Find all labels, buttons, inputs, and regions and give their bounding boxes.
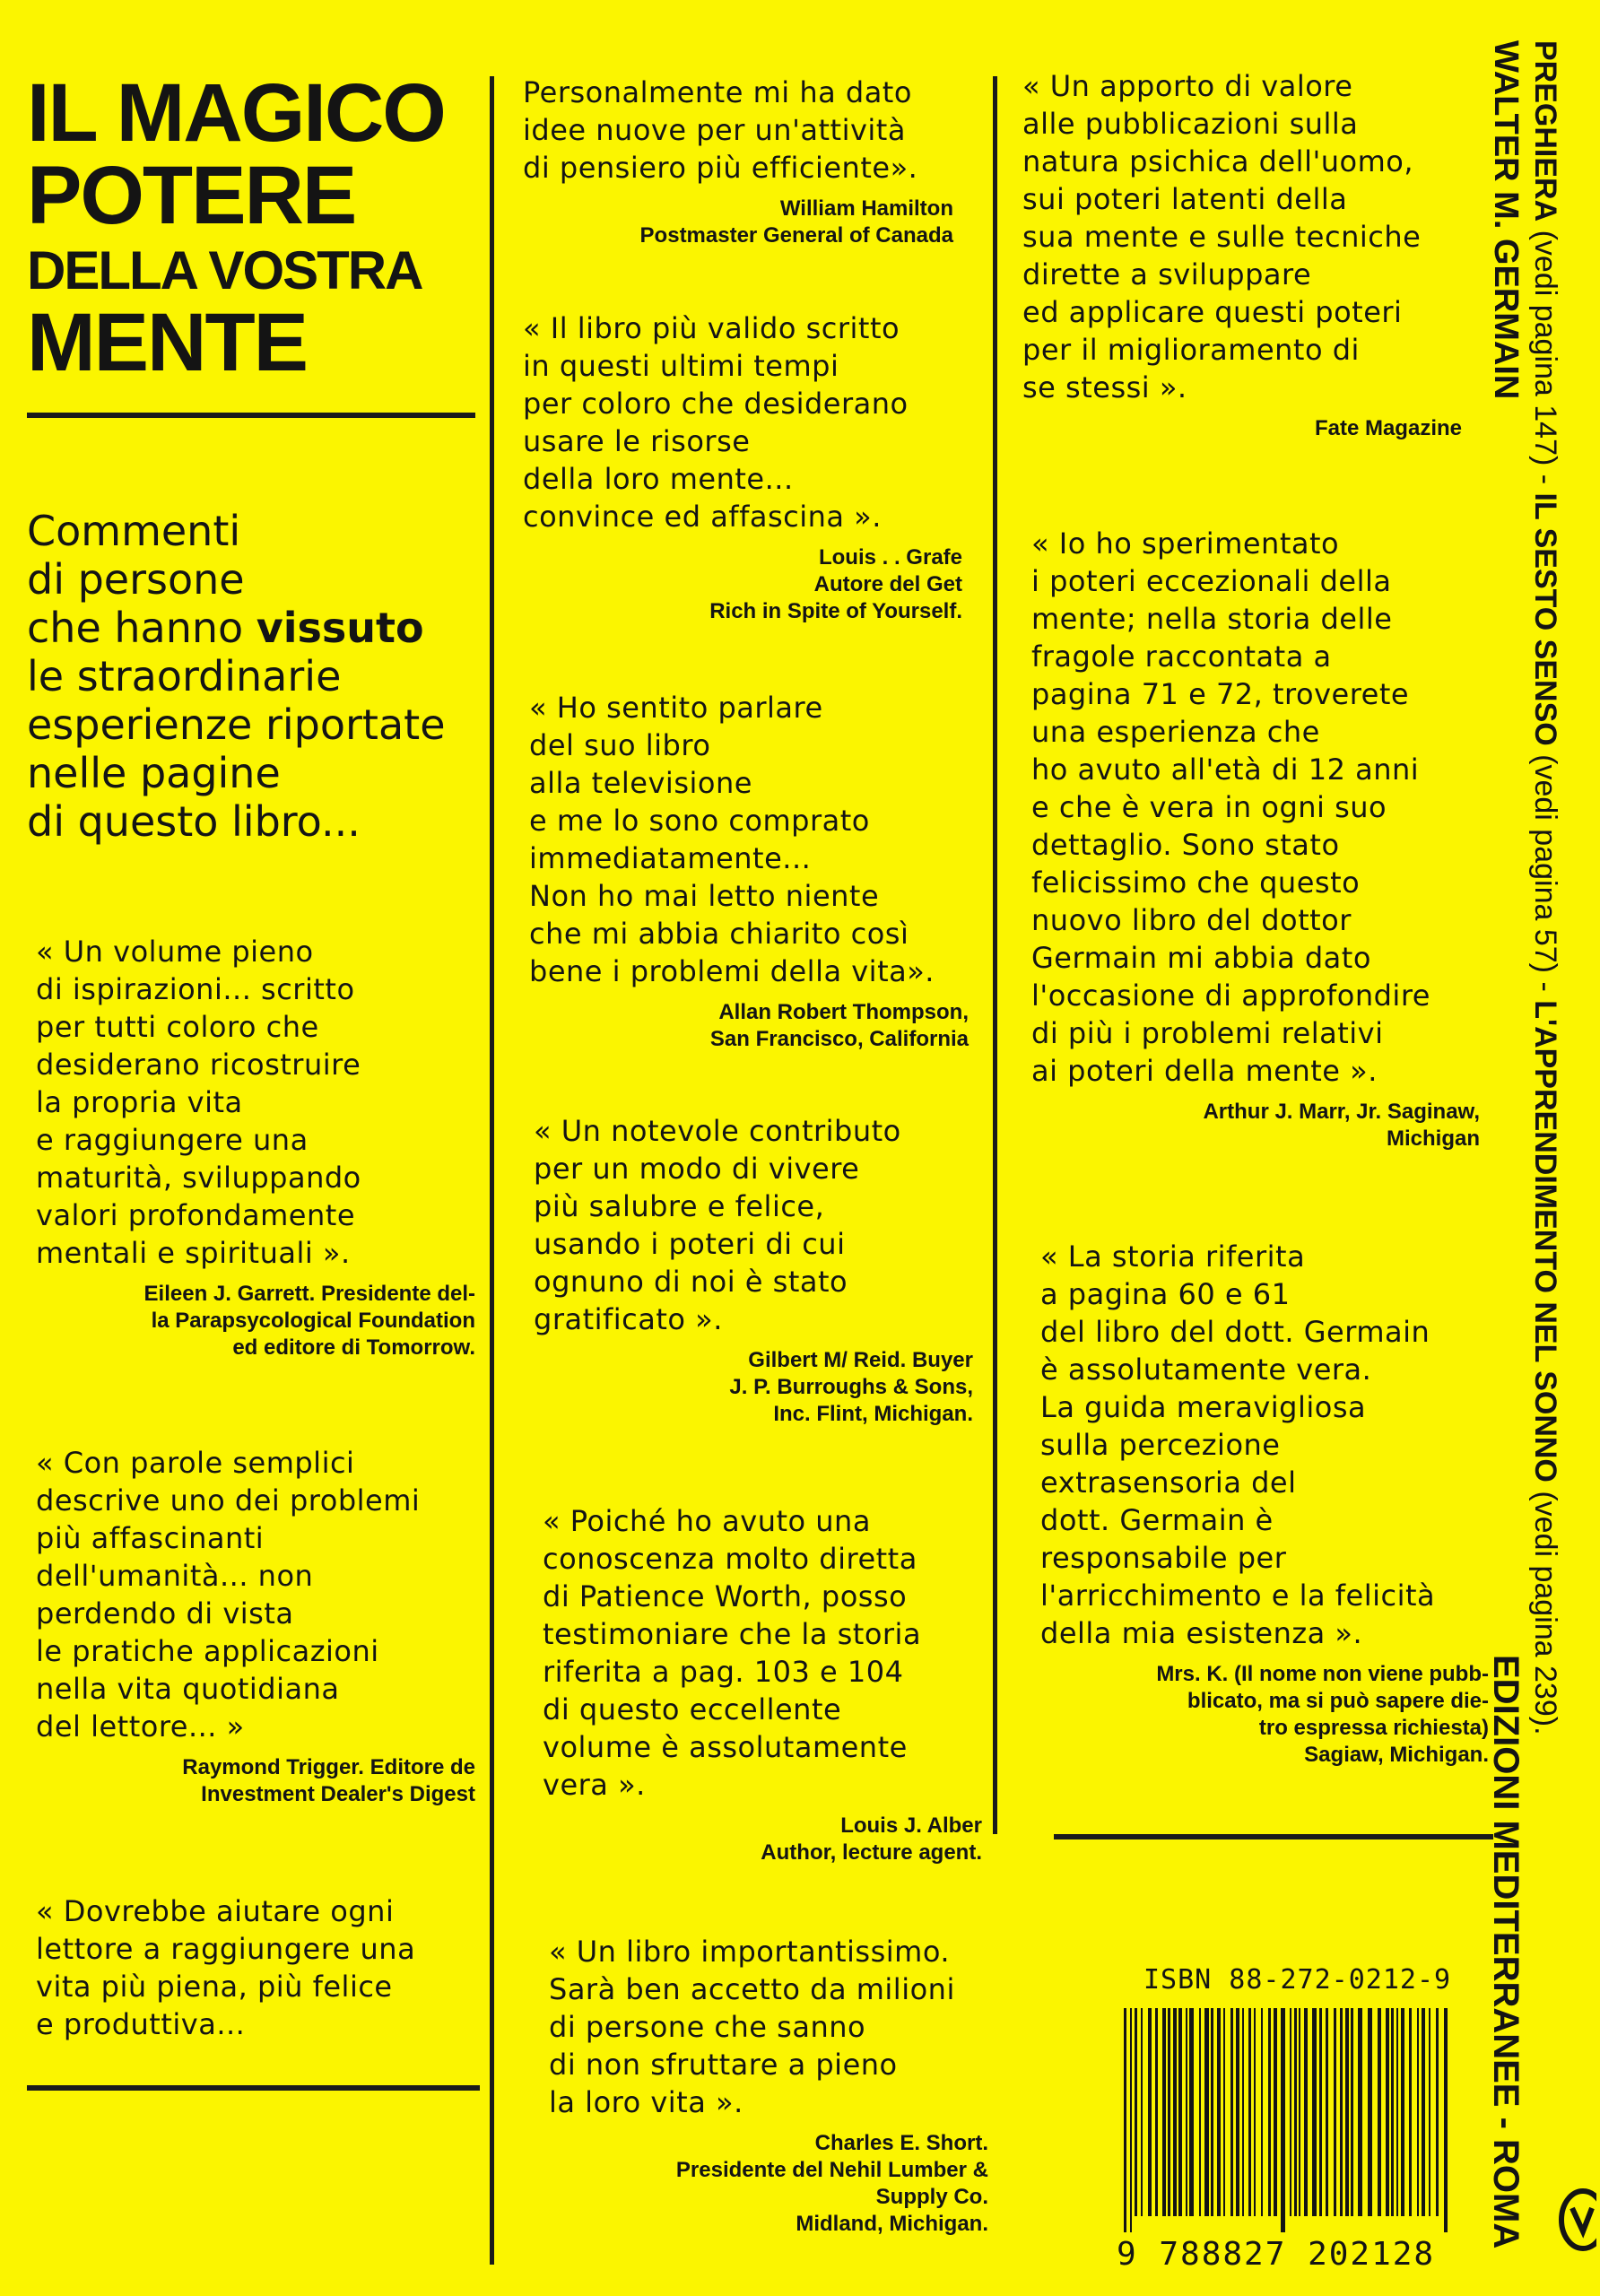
quote-col1-3 xyxy=(36,1892,475,2043)
intro-bold: vissuto xyxy=(256,604,424,652)
barcode-bar xyxy=(1436,2008,1439,2216)
barcode-bar xyxy=(1135,2008,1137,2216)
spine-line-1 xyxy=(1526,40,1565,2283)
barcode-bar xyxy=(1189,2008,1194,2216)
barcode-bar xyxy=(1242,2008,1244,2216)
barcode-bar xyxy=(1386,2008,1389,2216)
quote-text: « Un libro importantissimo. Sarà ben accetto da milioni di persone che sanno di non sfruttare a pieno la loro vita ». xyxy=(549,1935,955,2119)
quote-text: « La storia riferita a pagina 60 e 61 del libro del dott. Germain è assolutamente vera. La guida meravigliosa sulla percezione extrasensoria del dott. Germain è responsabile per l'arricchimento e la felicità della mia esistenza ». xyxy=(1040,1239,1436,1650)
intro-before: Commenti di persone che hanno xyxy=(27,507,245,652)
spine-author: WALTER M. GERMAIN xyxy=(1487,40,1525,400)
barcode-bar xyxy=(1236,2008,1239,2216)
barcode-bar xyxy=(1248,2008,1251,2216)
column-divider-2 xyxy=(993,76,997,1834)
quote-attribution: William Hamilton Postmaster General of Canada xyxy=(639,196,953,248)
quote-attribution: Fate Magazine xyxy=(1314,416,1462,440)
spine-title-1: PREGHIERA xyxy=(1528,40,1562,222)
title-underline xyxy=(27,413,475,418)
quote-attribution: Louis . . Grafe Autore del Get Rich in Spite of Yourself. xyxy=(709,545,962,623)
barcode-bar xyxy=(1368,2008,1372,2216)
quote-col3-3 xyxy=(1040,1238,1489,1769)
barcode-bar xyxy=(1429,2008,1430,2216)
barcode-bar xyxy=(1148,2008,1152,2216)
title-line-2: POTERE xyxy=(27,150,356,241)
barcode-bar xyxy=(1417,2008,1419,2216)
quote-text: « Un notevole contributo per un modo di vivere più salubre e felice, usando i poteri di cui ognuno di noi è stato gratificato ». xyxy=(534,1114,901,1336)
quote-col3-1 xyxy=(1022,67,1462,442)
quote-text: « Dovrebbe aiutare ogni lettore a raggiungere una vita più piena, più felice e produttiva... xyxy=(36,1894,416,2041)
barcode-bar xyxy=(1274,2008,1277,2216)
quote-col2-4 xyxy=(534,1112,973,1428)
barcode-bar xyxy=(1358,2008,1362,2216)
spine-text xyxy=(1486,40,1565,2283)
quote-col1-2 xyxy=(36,1444,475,1808)
barcode-bar xyxy=(1409,2008,1412,2216)
quote-text: « Il libro più valido scritto in questi ultimi tempi per coloro che desiderano usare le risorse della loro mente... convince ed affascina ». xyxy=(523,311,909,534)
barcode-bar xyxy=(1254,2008,1256,2216)
barcode-bar xyxy=(1124,2008,1126,2232)
barcode-bar xyxy=(1268,2008,1271,2216)
barcode-bar xyxy=(1155,2008,1158,2216)
barcode-bar xyxy=(1334,2008,1336,2216)
ean-digits: 9 788827 202128 xyxy=(1117,2236,1436,2273)
barcode-bar xyxy=(1351,2008,1353,2216)
barcode-bar xyxy=(1217,2008,1221,2216)
column-divider-1 xyxy=(490,76,494,2265)
spine-line-2 xyxy=(1486,40,1526,2283)
quote-col2-5 xyxy=(543,1502,982,1866)
barcode-bar xyxy=(1319,2008,1322,2216)
quote-attribution: Arthur J. Marr, Jr. Saginaw, Michigan xyxy=(1203,1100,1480,1151)
barcode-bar xyxy=(1444,2008,1448,2232)
quote-col2-2 xyxy=(523,309,962,625)
barcode-bar xyxy=(1312,2008,1317,2216)
quote-attribution: Louis J. Alber Author, lecture agent. xyxy=(761,1813,982,1865)
barcode-bar xyxy=(1162,2008,1166,2216)
barcode-bar xyxy=(1168,2008,1170,2216)
spine-ref-3: (vedi pagina 239). xyxy=(1528,1482,1562,1735)
quote-text: « Un apporto di valore alle pubblicazioni sulla natura psichica dell'uomo, sui poteri latenti della sua mente e sulle tecniche dirette a sviluppare ed applicare questi poteri per il miglioramento di se stessi ». xyxy=(1022,69,1422,404)
title-line-1: IL MAGICO xyxy=(27,67,445,159)
quote-attribution: Gilbert M/ Reid. Buyer J. P. Burroughs & Sons, Inc. Flint, Michigan. xyxy=(729,1348,973,1426)
barcode-bar xyxy=(1396,2008,1398,2216)
quote-text: « Un volume pieno di ispirazioni... scritto per tutti coloro che desiderano ricostruire la propria vita e raggiungere una maturità, sviluppando valori profondamente mentali e spirituali ». xyxy=(36,935,361,1270)
quote-attribution: Raymond Trigger. Editore de Investment Dealer's Digest xyxy=(182,1755,475,1806)
quote-text: « Ho sentito parlare del suo libro alla televisione e me lo sono comprato immediatamente... Non ho mai letto niente che mi abbia chiarito così bene i problemi della vita». xyxy=(529,691,935,988)
barcode-bar xyxy=(1186,2008,1187,2216)
book-title xyxy=(27,67,475,388)
quote-col2-6 xyxy=(549,1933,988,2238)
quote-attribution: Charles E. Short. Presidente del Nehil Lumber & Supply Co. Midland, Michigan. xyxy=(675,2131,988,2236)
barcode-bar xyxy=(1173,2008,1177,2216)
barcode xyxy=(1117,2008,1457,2232)
quote-col2-3 xyxy=(529,689,969,1053)
spine-ref-1: (vedi pagina 147) - xyxy=(1528,222,1562,493)
quote-col3-2 xyxy=(1031,525,1480,1152)
barcode-bar xyxy=(1141,2008,1143,2216)
spine-ref-2: (vedi pagina 57) - xyxy=(1528,745,1562,1001)
quote-text: « Poiché ho avuto una conoscenza molto diretta di Patience Worth, posso testimoniare che la storia riferita a pag. 103 e 104 di questo eccellente volume è assolutamente vera ». xyxy=(543,1504,922,1802)
barcode-bar xyxy=(1223,2008,1225,2216)
barcode-bar xyxy=(1290,2008,1291,2216)
barcode-bar xyxy=(1178,2008,1182,2216)
quote-text: Personalmente mi ha dato idee nuove per un'attività di pensiero più efficiente». xyxy=(523,75,918,185)
barcode-block xyxy=(1117,1964,1457,2273)
barcode-bar xyxy=(1401,2008,1404,2216)
spine-publisher: EDIZIONI MEDITERRANEE - ROMA xyxy=(1486,1655,1526,2249)
quote-col2-1 xyxy=(523,74,953,249)
intro-after: le straordinarie esperienze riportate nelle pagine di questo libro... xyxy=(27,652,446,846)
barcode-bar xyxy=(1326,2008,1328,2216)
quote-col1-1 xyxy=(36,933,475,1361)
publisher-logo xyxy=(1556,2188,1596,2251)
quote-text: « Con parole semplici descrive uno dei problemi più affascinanti dell'umanità... non perdendo di vista le pratiche applicazioni nella vita quotidiana del lettore... » xyxy=(36,1446,421,1744)
title-line-4: MENTE xyxy=(27,297,307,388)
barcode-bar xyxy=(1422,2008,1425,2216)
barcode-bar xyxy=(1391,2008,1394,2216)
barcode-bar xyxy=(1294,2008,1297,2216)
barcode-bar xyxy=(1340,2008,1343,2216)
barcode-bar xyxy=(1199,2008,1201,2216)
quote-text: « Io ho sperimentato i poteri eccezionali della mente; nella storia delle fragole raccontata a pagina 71 e 72, troverete una esperienza che ho avuto all'età di 12 anni e che è vera in ogni suo dettaglio. Sono stato felicissimo che questo nuovo libro del dottor Germain mi abbia dato l'occasione di approfondire di più i problemi relativi ai poteri della mente ». xyxy=(1031,526,1430,1088)
col1-bottom-rule xyxy=(27,2085,480,2091)
quote-attribution: Eileen J. Garrett. Presidente del- la Parapsycological Foundation ed editore di Tomorrow. xyxy=(143,1282,475,1360)
barcode-bar xyxy=(1378,2008,1381,2216)
quote-attribution: Mrs. K. (Il nome non viene pubb- blicato, ma si può sapere die- tro espressa richiesta) Sagiaw, Michigan. xyxy=(1156,1662,1489,1767)
barcode-bar xyxy=(1211,2008,1213,2216)
barcode-bar xyxy=(1304,2008,1308,2216)
col3-bottom-rule xyxy=(1054,1834,1493,1839)
barcode-bar xyxy=(1299,2008,1300,2216)
intro-text xyxy=(27,507,475,846)
title-line-3: DELLA VOSTRA xyxy=(27,240,422,300)
spine-title-2: IL SESTO SENSO xyxy=(1528,492,1562,746)
barcode-bar xyxy=(1281,2008,1285,2232)
barcode-bar xyxy=(1130,2008,1132,2232)
quote-attribution: Allan Robert Thompson, San Francisco, California xyxy=(709,1000,969,1051)
barcode-bar xyxy=(1345,2008,1349,2216)
barcode-bar xyxy=(1230,2008,1233,2216)
barcode-bar xyxy=(1261,2008,1263,2216)
barcode-bar xyxy=(1204,2008,1209,2216)
spine-title-3: L'APPRENDIMENTO NEL SONNO xyxy=(1528,1000,1562,1483)
isbn-label: ISBN 88-272-0212-9 xyxy=(1143,1964,1452,1996)
